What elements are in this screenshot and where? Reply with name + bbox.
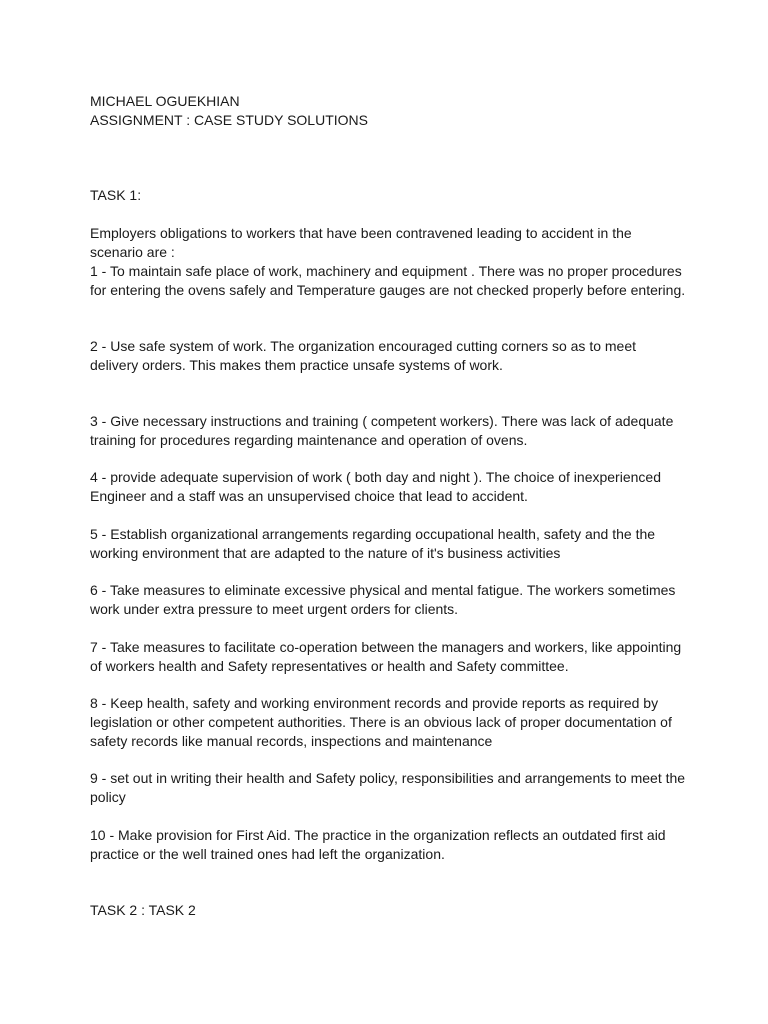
item-line: 4 - provide adequate supervision of work ( both day and night ). The choice of inexperienced bbox=[90, 469, 661, 485]
task2-heading: TASK 2 : TASK 2 bbox=[90, 902, 196, 918]
obligation-item-1 bbox=[90, 262, 690, 300]
item-line: of workers health and Safety representatives or health and Safety committee. bbox=[90, 658, 569, 674]
item-line: 5 - Establish organizational arrangements regarding occupational health, safety and the the bbox=[90, 526, 656, 542]
obligation-item-8 bbox=[90, 694, 690, 751]
item-line: 6 - Take measures to eliminate excessive physical and mental fatigue. The workers sometimes bbox=[90, 582, 676, 598]
task1-heading: TASK 1: bbox=[90, 187, 142, 203]
item-line: legislation or other competent authorities. There is an obvious lack of proper documentation of bbox=[90, 714, 672, 730]
item-line: 1 - To maintain safe place of work, machinery and equipment . There was no proper procedures bbox=[90, 263, 682, 279]
item-line: policy bbox=[90, 789, 126, 805]
item-line: 10 - Make provision for First Aid. The practice in the organization reflects an outdated first aid bbox=[90, 827, 666, 843]
item-line: training for procedures regarding maintenance and operation of ovens. bbox=[90, 432, 528, 448]
item-line: practice or the well trained ones had left the organization. bbox=[90, 846, 445, 862]
item-line: 7 - Take measures to facilitate co-operation between the managers and workers, like appointing bbox=[90, 639, 682, 655]
item-line: Engineer and a staff was an unsupervised choice that lead to accident. bbox=[90, 488, 528, 504]
assignment-title: ASSIGNMENT : CASE STUDY SOLUTIONS bbox=[90, 112, 368, 128]
obligation-item-7 bbox=[90, 638, 690, 676]
item-line: safety records like manual records, inspections and maintenance bbox=[90, 733, 493, 749]
item-line: 3 - Give necessary instructions and training ( competent workers). There was lack of adequate bbox=[90, 413, 674, 429]
item-line: 2 - Use safe system of work. The organization encouraged cutting corners so as to meet bbox=[90, 338, 637, 354]
author-name: MICHAEL OGUEKHIAN bbox=[90, 93, 240, 109]
obligation-item-6 bbox=[90, 581, 690, 619]
obligation-item-5 bbox=[90, 525, 690, 563]
item-line: 9 - set out in writing their health and Safety policy, responsibilities and arrangements to meet the bbox=[90, 770, 686, 786]
obligation-item-4 bbox=[90, 468, 690, 506]
intro-line: scenario are : bbox=[90, 244, 175, 260]
obligation-item-3 bbox=[90, 412, 690, 450]
item-line: working environment that are adapted to the nature of it's business activities bbox=[90, 545, 561, 561]
item-line: for entering the ovens safely and Temperature gauges are not checked properly before entering. bbox=[90, 282, 686, 298]
intro-line: Employers obligations to workers that have been contravened leading to accident in the bbox=[90, 225, 632, 241]
obligation-item-10 bbox=[90, 826, 690, 864]
item-line: 8 - Keep health, safety and working environment records and provide reports as required by bbox=[90, 695, 659, 711]
item-line: work under extra pressure to meet urgent orders for clients. bbox=[90, 601, 459, 617]
task1-intro bbox=[90, 224, 690, 262]
item-line: delivery orders. This makes them practice unsafe systems of work. bbox=[90, 357, 503, 373]
obligation-item-2 bbox=[90, 337, 690, 375]
obligation-item-9 bbox=[90, 769, 690, 807]
